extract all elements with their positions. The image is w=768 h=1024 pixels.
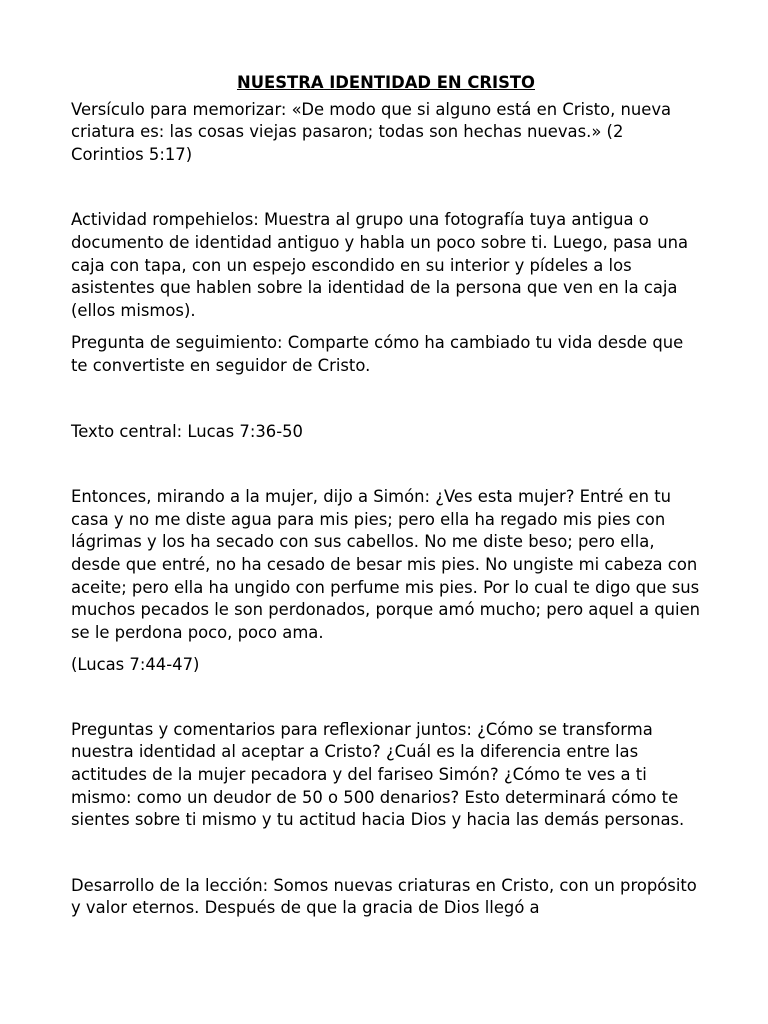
spacer [71, 832, 701, 875]
followup-question-paragraph: Pregunta de seguimiento: Comparte cómo ha cambiado tu vida desde que te convertiste en seguidor de Cristo. [71, 333, 684, 375]
spacer [71, 166, 701, 209]
document-title: NUESTRA IDENTIDAD EN CRISTO [236, 73, 535, 92]
spacer [71, 322, 701, 332]
spacer [71, 378, 701, 421]
spacer [71, 443, 701, 486]
bible-passage-paragraph: Entonces, mirando a la mujer, dijo a Simón: ¿Ves esta mujer? Entré en tu casa y no me diste agua para mis pies; pero ella ha regado mis pies con lágrimas y los ha secado con sus cabellos. No me diste beso; pero ella, desde que entré, no ha cesado de besar mis pies. No ungiste mi cabeza con aceite; pero ella ha ungido con perfume mis pies. Por lo cual te digo que sus muchos pecados le son perdonados, porque amó mucho; pero aquel a quien se le perdona poco, poco ama. [71, 487, 701, 642]
spacer [71, 677, 701, 719]
icebreaker-paragraph: Actividad rompehielos: Muestra al grupo una fotografía tuya antigua o documento de identidad antiguo y habla un poco sobre ti. Luego, pasa una caja con tapa, con un espejo escondido en su interior y pídeles a los asistentes que hablen sobre la identidad de la persona que ven en la caja (ellos mismos). [71, 210, 689, 320]
document-page [71, 72, 701, 920]
memory-verse-paragraph: Versículo para memorizar: «De modo que si alguno está en Cristo, nueva criatura es: las cosas viejas pasaron; todas son hechas nuevas.» (2 Corintios 5:17) [71, 99, 672, 164]
reflection-questions-paragraph: Preguntas y comentarios para reflexionar juntos: ¿Cómo se transforma nuestra identidad al aceptar a Cristo? ¿Cuál es la diferencia entre las actitudes de la mujer pecadora y del fariseo Simón? ¿Cómo te ves a ti mismo: como un deudor de 50 o 500 denarios? Esto determinará cómo te sientes sobre ti mismo y tu actitud hacia Dios y hacia las demás personas. [71, 719, 685, 830]
passage-reference: (Lucas 7:44-47) [71, 655, 200, 675]
central-text-paragraph: Texto central: Lucas 7:36-50 [71, 421, 303, 441]
lesson-development-paragraph: Desarrollo de la lección: Somos nuevas criaturas en Cristo, con un propósito y valor eternos. Después de que la gracia de Dios llegó a [71, 875, 697, 918]
spacer [71, 644, 701, 654]
